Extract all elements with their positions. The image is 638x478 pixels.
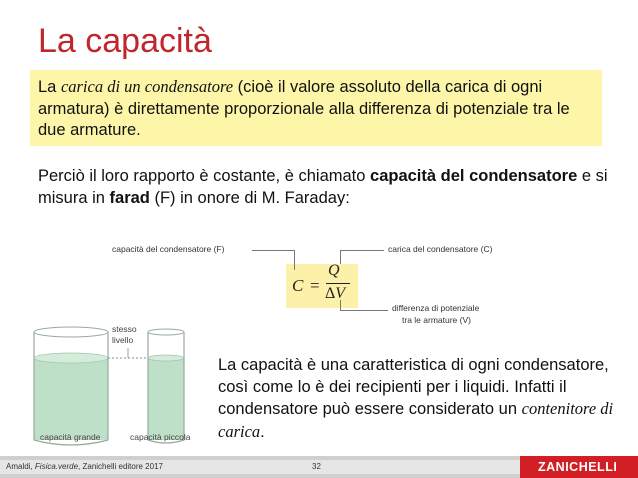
leader-ddp-h <box>340 310 388 311</box>
big-cylinder-water <box>34 358 108 440</box>
footer-publisher: , Zanichelli editore 2017 <box>78 462 163 471</box>
label-capacita-grande: capacità grande <box>40 432 101 442</box>
label-capacita-piccola: capacità piccola <box>130 432 191 442</box>
definition-text-1: Perciò il loro rapporto è costante, è chiamato <box>38 167 371 185</box>
label-capacita: capacità del condensatore (F) <box>112 244 225 254</box>
definition-paragraph <box>38 166 618 209</box>
definition-bold-capacita: capacità del condensatore <box>370 167 578 185</box>
label-ddp-2: tra le armature (V) <box>402 315 471 325</box>
publisher-logo-text: ZANICHELLI <box>538 460 618 474</box>
label-ddp-1: differenza di potenziale <box>392 303 480 313</box>
intro-italic-term: carica di un condensatore <box>60 77 234 96</box>
leader-capacita-h <box>252 250 294 251</box>
analogy-paragraph <box>218 355 618 443</box>
analogy-text-1: La capacità è una caratteristica di ogni condensatore, così come lo è dei recipienti per i liquidi. Infatti il condensatore può essere considerato un <box>218 356 609 418</box>
analogy-italic: contenitore di carica <box>218 399 614 441</box>
leader-carica-v <box>340 250 341 264</box>
small-cylinder-water-top <box>148 355 184 361</box>
label-carica: carica del condensatore (C) <box>388 244 493 254</box>
symbol-delta-V <box>325 285 345 303</box>
intro-rest: (cioè il valore assoluto della carica di ogni armatura) è direttamente proporzionale alla differenza di potenziale tra le due armature. <box>38 78 570 139</box>
leader-capacita-v <box>294 250 295 270</box>
label-livello: livello <box>112 335 134 345</box>
intro-paragraph <box>38 76 598 142</box>
fraction-bar <box>326 283 350 284</box>
big-cylinder-rim <box>34 327 108 337</box>
analogy-text-2: . <box>260 422 265 441</box>
slide-title: La capacità <box>38 22 212 60</box>
footer-citation <box>6 462 163 471</box>
page-number: 32 <box>312 462 321 471</box>
leader-carica-h <box>340 250 384 251</box>
symbol-delta: Δ <box>325 285 336 302</box>
symbol-equals: = <box>310 276 320 295</box>
publisher-logo <box>520 456 638 478</box>
small-cylinder-rim <box>148 329 184 335</box>
label-stesso: stesso <box>112 324 137 334</box>
symbol-V: V <box>335 285 346 302</box>
intro-prefix: La <box>38 78 61 96</box>
symbol-Q: Q <box>328 262 340 279</box>
definition-text-3: (F) in onore di M. Faraday: <box>149 188 350 207</box>
symbol-C: C <box>292 276 304 295</box>
footer-author: Amaldi, <box>6 462 35 471</box>
big-cylinder-water-top <box>34 353 108 363</box>
small-cylinder-water <box>148 358 184 440</box>
definition-bold-farad: farad <box>109 188 150 207</box>
footer-book: Fisica.verde <box>34 462 79 471</box>
definition-text-2: e si misura in <box>38 167 608 207</box>
